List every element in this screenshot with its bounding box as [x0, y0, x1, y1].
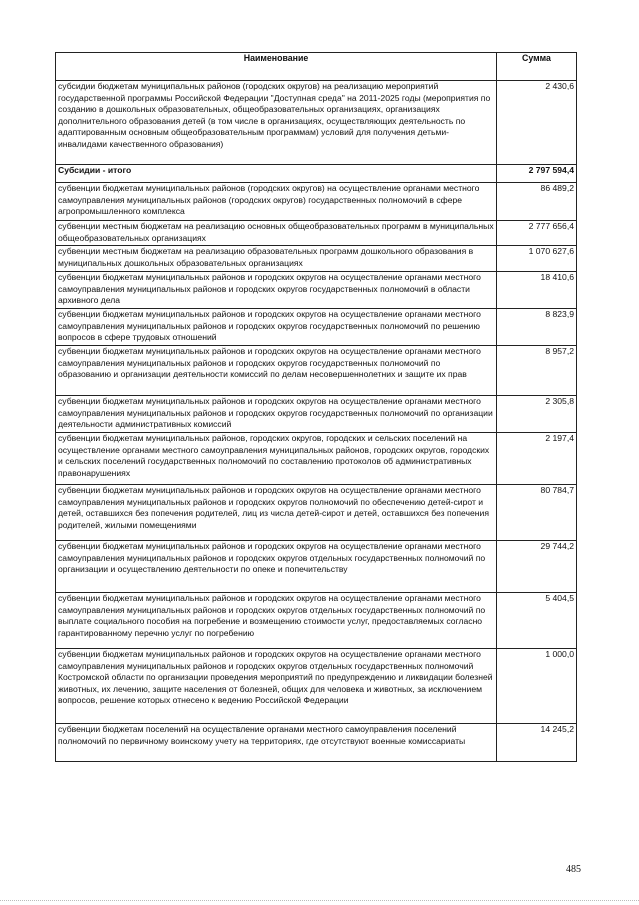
row-sum: 29 744,2 — [497, 541, 577, 593]
row-name: субвенции бюджетам муниципальных районов, городских округов, городских и сельских поселений на осуществление органами местного самоуправления муниципальных районов, городских округов, городских и сельских поселений государственных полномочий по составлению протоколов об административных правонарушениях — [56, 433, 497, 485]
table-row — [56, 649, 577, 724]
row-name: субвенции бюджетам муниципальных районов и городских округов на осуществление органами местного самоуправления муниципальных районов и городских округов государственных полномочий по образованию и организации деятельности комиссий по делам несовершеннолетних и защите их прав — [56, 346, 497, 396]
row-sum: 1 000,0 — [497, 649, 577, 724]
table-row — [56, 485, 577, 541]
row-name: субвенции бюджетам муниципальных районов и городских округов на осуществление органами местного самоуправления муниципальных районов и городских округов государственных полномочий по решению вопросов в сфере трудовых отношений — [56, 309, 497, 346]
table-row — [56, 396, 577, 433]
table-header-row — [56, 53, 577, 81]
row-name: субвенции бюджетам муниципальных районов (городских округов) на осуществление органами местного самоуправления муниципальных районов (городских округов) государственных полномочий в сфере агропромышленного комплекса — [56, 183, 497, 221]
table-row — [56, 272, 577, 309]
total-row — [56, 165, 577, 183]
row-sum: 5 404,5 — [497, 593, 577, 649]
header-name: Наименование — [56, 53, 497, 81]
total-row-name: Субсидии - итого — [56, 165, 497, 183]
row-name: субвенции бюджетам муниципальных районов и городских округов на осуществление органами местного самоуправления муниципальных районов и городских округов отдельных государственных полномочий по выплате социального пособия на погребение и возмещению стоимости услуг, предоставляемых согласно гарантированному перечню услуг по погребению — [56, 593, 497, 649]
row-sum: 18 410,6 — [497, 272, 577, 309]
table-row — [56, 81, 577, 165]
row-sum: 1 070 627,6 — [497, 246, 577, 272]
table-row — [56, 246, 577, 272]
row-name: субвенции местным бюджетам на реализацию основных общеобразовательных программ в муниципальных общеобразовательных организациях — [56, 221, 497, 246]
row-name: субвенции местным бюджетам на реализацию образовательных программ дошкольного образования в муниципальных дошкольных образовательных организациях — [56, 246, 497, 272]
row-name: субвенции бюджетам муниципальных районов и городских округов на осуществление органами местного самоуправления муниципальных районов и городских округов государственных полномочий по организации деятельности административных комиссий — [56, 396, 497, 433]
row-sum: 2 777 656,4 — [497, 221, 577, 246]
row-sum: 8 957,2 — [497, 346, 577, 396]
row-sum: 86 489,2 — [497, 183, 577, 221]
row-name: субвенции бюджетам муниципальных районов и городских округов на осуществление органами местного самоуправления муниципальных районов и городских округов отдельных государственных полномочий по организации и осуществлению деятельности по опеке и попечительству — [56, 541, 497, 593]
row-name: субвенции бюджетам поселений на осуществление органами местного самоуправления поселений полномочий по первичному воинскому учету на территориях, где отсутствуют военные комиссариаты — [56, 724, 497, 762]
budget-table — [55, 52, 577, 762]
table-row — [56, 221, 577, 246]
row-name: субвенции бюджетам муниципальных районов и городских округов на осуществление органами местного самоуправления муниципальных районов и городских округов полномочий по обеспечению детей-сирот и детей, оставшихся без попечения родителей, лиц из числа детей-сирот и детей, оставшихся без попечения родителей, жилыми помещениями — [56, 485, 497, 541]
row-name: субсидии бюджетам муниципальных районов (городских округов) на реализацию мероприятий государственной программы Российской Федерации "Доступная среда" на 2011-2025 годы (мероприятия по созданию в дошкольных образовательных, общеобразовательных организациях, организациях дополнительного образования детей (в том числе в организациях, осуществляющих деятельность по адаптированным основным общеобразовательным программам) условий для получения детьми-инвалидами качественного образования) — [56, 81, 497, 165]
row-sum: 8 823,9 — [497, 309, 577, 346]
total-row-sum: 2 797 594,4 — [497, 165, 577, 183]
row-sum: 14 245,2 — [497, 724, 577, 762]
table-row — [56, 309, 577, 346]
header-sum: Сумма — [497, 53, 577, 81]
page-number: 485 — [566, 864, 581, 875]
row-name: субвенции бюджетам муниципальных районов и городских округов на осуществление органами местного самоуправления муниципальных районов и городских округов государственных полномочий в области архивного дела — [56, 272, 497, 309]
table-row — [56, 724, 577, 762]
row-sum: 2 305,8 — [497, 396, 577, 433]
row-name: субвенции бюджетам муниципальных районов и городских округов на осуществление органами местного самоуправления муниципальных районов и городских округов отдельных государственных полномочий Костромской области по организации проведения мероприятий по предупреждению и ликвидации болезней животных, их лечению, защите населения от болезней, общих для человека и животных, за исключением вопросов, решение которых отнесено к ведению Российской Федерации — [56, 649, 497, 724]
table-row — [56, 183, 577, 221]
page-edge-divider — [0, 900, 639, 902]
row-sum: 2 430,6 — [497, 81, 577, 165]
row-sum: 80 784,7 — [497, 485, 577, 541]
table-row — [56, 346, 577, 396]
table-row — [56, 593, 577, 649]
table-row — [56, 433, 577, 485]
table-row — [56, 541, 577, 593]
row-sum: 2 197,4 — [497, 433, 577, 485]
